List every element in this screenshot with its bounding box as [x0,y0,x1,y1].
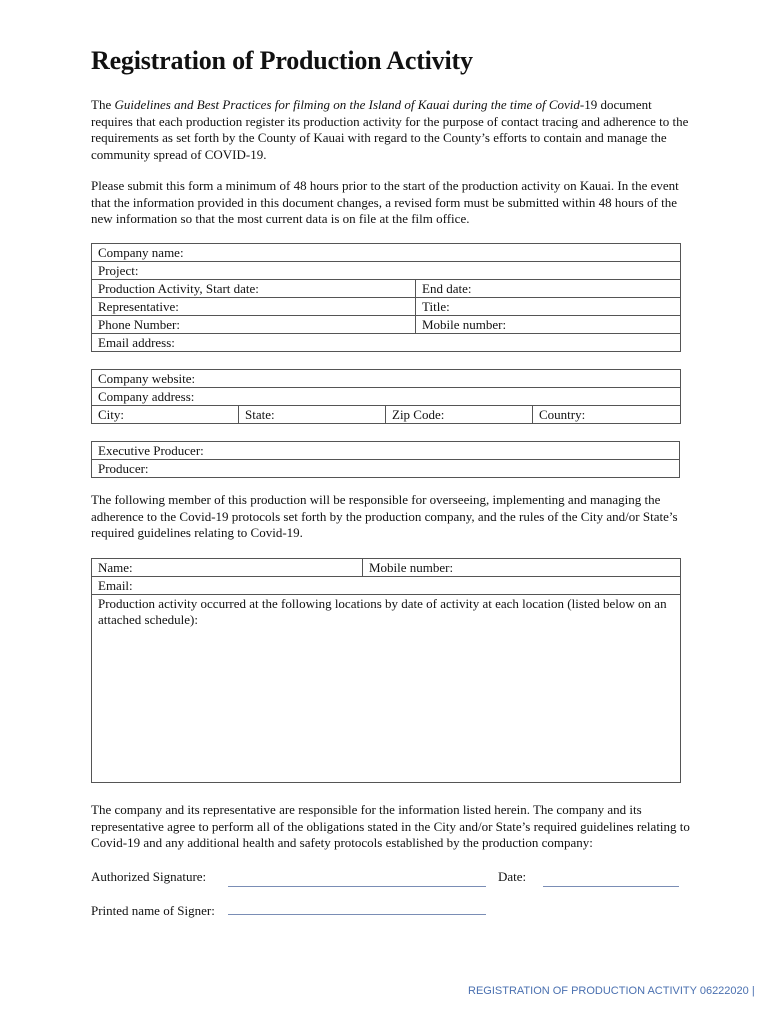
company-address-table [91,369,681,424]
printed-name-line[interactable] [228,914,486,915]
producer-table [91,441,680,478]
representative-field[interactable]: Representative: [92,298,416,316]
date-line[interactable] [543,886,679,887]
intro-paragraph [91,97,691,163]
company-address-field[interactable]: Company address: [92,388,681,406]
company-website-field[interactable]: Company website: [92,370,681,388]
zip-code-field[interactable]: Zip Code: [386,406,533,424]
contact-mobile-field[interactable]: Mobile number: [363,559,681,577]
authorized-signature-label: Authorized Signature: [91,869,207,884]
project-field[interactable]: Project: [92,262,681,280]
mobile-number-field[interactable]: Mobile number: [416,316,681,334]
state-field[interactable]: State: [239,406,386,424]
intro-suffix: -19 document requires that each production register its production activity for the purpose of contact tracing and adherence to the requirements as set forth by the County of Kauai with regard to the County’s efforts to contain and manage the community spread of COVID-19. [91,97,689,162]
phone-number-field[interactable]: Phone Number: [92,316,416,334]
title-field[interactable]: Title: [416,298,681,316]
submit-note: Please submit this form a minimum of 48 hours prior to the start of the production activity on Kauai. In the event that the information provided in this document changes, a revised form must be submitted within 48 hours of the new information so that the most current data is on file at the film office. [91,178,679,226]
date-label: Date: [498,869,527,884]
contact-name-field[interactable]: Name: [92,559,363,577]
executive-producer-field[interactable]: Executive Producer: [92,442,680,460]
email-address-field[interactable]: Email address: [92,334,681,352]
producer-field[interactable]: Producer: [92,460,680,478]
page-footer: REGISTRATION OF PRODUCTION ACTIVITY 06222020 | [468,985,755,997]
guidelines-title: Guidelines and Best Practices for filming on the Island of Kauai during the time of Covid [114,97,580,112]
covid-contact-table [91,558,681,783]
intro-prefix: The [91,97,115,112]
responsibility-statement: The company and its representative are responsible for the information listed herein. The company and its representative agree to perform all of the obligations stated in the City and/or State’s required guidelines relating to Covid-19 and any additional health and safety protocols established by the production company: [91,802,690,850]
start-date-field[interactable]: Production Activity, Start date: [92,280,416,298]
responsible-member-note: The following member of this production will be responsible for overseeing, implementing and managing the adherence to the Covid-19 protocols set forth by the production company, and the rules of the City and/or State’s required guidelines relating to Covid-19. [91,492,678,540]
company-info-table [91,243,681,352]
locations-field[interactable]: Production activity occurred at the following locations by date of activity at each location (listed below on an attached schedule): [92,595,681,783]
city-field[interactable]: City: [92,406,239,424]
page-title: Registration of Production Activity [91,46,473,75]
company-name-field[interactable]: Company name: [92,244,681,262]
printed-name-label: Printed name of Signer: [91,903,215,918]
contact-email-field[interactable]: Email: [92,577,681,595]
end-date-field[interactable]: End date: [416,280,681,298]
authorized-signature-line[interactable] [228,886,486,887]
country-field[interactable]: Country: [533,406,681,424]
